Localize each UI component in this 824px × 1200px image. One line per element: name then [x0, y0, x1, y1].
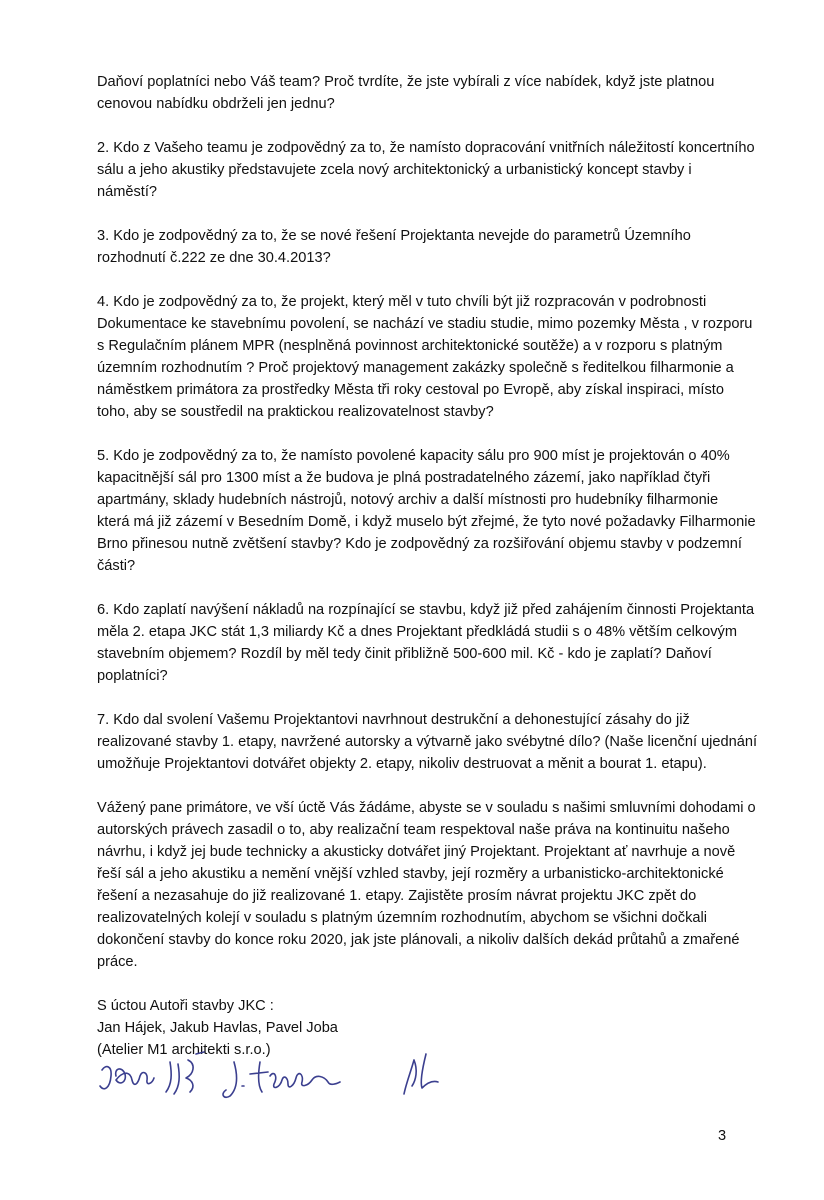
signature-3 [223, 1062, 340, 1097]
page-number: 3 [718, 1128, 727, 1144]
text-line: 3. Kdo je zodpovědný za to, že se nové řešení Projektanta nevejde do parametrů Územního [97, 228, 691, 244]
text-line: realizované stavby 1. etapy, navržené autorsky a výtvarně jako svébytné dílo? (Naše licenční ujednání [97, 734, 758, 750]
text-line: návrhu, i když jej bude technicky a akusticky dotvářet jiný Projektant. Projektant ať navrhuje a nově [97, 844, 736, 860]
text-line: s Regulačním plánem MPR (nesplněná povinnost architektonické soutěže) a v rozporu s platným [97, 338, 723, 354]
text-line: řešení a nezasahuje do již realizované 1. etapy. Zajistěte prosím návrat projektu JKC zpět do [97, 888, 697, 904]
paragraph-list [97, 71, 758, 973]
text-line: kapacitnější sál pro 1300 míst a že budova je plná postradatelného zázemí, jako například čtyři [97, 470, 711, 486]
paragraph [97, 291, 753, 423]
closing-salutation: S úctou Autoři stavby JKC : [97, 998, 274, 1014]
paragraph [97, 137, 755, 203]
text-line: části? [97, 558, 136, 574]
text-line: sálu a jeho akustiky představujete zcela nový architektonický a urbanistický koncept stavby i [97, 162, 692, 178]
text-line: 7. Kdo dal svolení Vašemu Projektantovi navrhnout destrukční a dehonestující zásahy do již [97, 712, 690, 728]
text-line: poplatníci? [97, 668, 168, 684]
text-line: Daňoví poplatníci nebo Váš team? Proč tvrdíte, že jste vybírali z více nabídek, když jste platnou [97, 74, 715, 90]
text-line: rozhodnutí č.222 ze dne 30.4.2013? [97, 250, 331, 266]
signatures-image [92, 1040, 492, 1110]
text-line: 4. Kdo je zodpovědný za to, že projekt, který měl v tuto chvíli být již rozpracován v podrobnosti [97, 294, 707, 310]
text-line: apartmány, sklady hudebních nástrojů, notový archiv a další místnosti pro hudebníky filharmonie [97, 492, 719, 508]
signature-1 [100, 1067, 154, 1089]
text-line: 2. Kdo z Vašeho teamu je zodpovědný za to, že namísto dopracování vnitřních náležitostí koncertního [97, 140, 755, 156]
text-line: územním rozhodnutím ? Proč projektový management zakázky společně s ředitelkou filharmonie a [97, 360, 734, 376]
text-line: Brno přinesou nutně zvětšení stavby? Kdo je zodpovědný za rozšiřování objemu stavby v podzemní [97, 536, 742, 552]
author-names: Jan Hájek, Jakub Havlas, Pavel Joba [97, 1020, 338, 1036]
paragraph [97, 445, 756, 577]
author-firm: (Atelier M1 architekti s.r.o.) [97, 1042, 271, 1058]
text-line: umožňuje Projektantovi dotvářet objekty 2. etapy, nikoliv destruovat a měnit a bourat 1. etapu). [97, 756, 707, 772]
paragraph [97, 599, 755, 687]
text-line: náměstkem primátora za prostředky Města tři roky cestoval po Evropě, aby získal inspiraci, místo [97, 382, 724, 398]
signature-4 [404, 1054, 438, 1094]
paragraph [97, 225, 737, 269]
paragraph [97, 797, 756, 973]
text-line: Vážený pane primátore, ve vší úctě Vás žádáme, abyste se v souladu s našimi smluvními dohodami o [97, 800, 756, 816]
text-line: 5. Kdo je zodpovědný za to, že namísto povolené kapacity sálu pro 900 míst je projektován o 40% [97, 448, 730, 464]
letter-body [97, 71, 758, 1061]
text-line: realizovatelných kolejí v souladu s platným územním rozhodnutím, abychom se všichni dočkali [97, 910, 707, 926]
text-line: stavebním objemem? Rozdíl by měl tedy činit přibližně 500-600 mil. Kč - kdo je zaplatí? Daňoví [97, 646, 712, 662]
text-line: která má již zázemí v Besedním Domě, i když muselo být zřejmé, že tyto nové požadavky Filharmonie [97, 514, 756, 530]
paragraph [97, 71, 737, 115]
text-line: 6. Kdo zaplatí navýšení nákladů na rozpínající se stavbu, když již před zahájením činnosti Projektanta [97, 602, 755, 618]
text-line: měla 2. etapa JKC stát 1,3 miliardy Kč a dnes Projektant předkládá studii s o 48% větším celkovým [97, 624, 737, 640]
paragraph [97, 709, 758, 775]
text-line: toho, aby se soustředil na praktickou realizovatelnost stavby? [97, 404, 494, 420]
text-line: náměstí? [97, 184, 158, 200]
text-line: dokončení stavby do konce roku 2020, jak jste plánovali, a nikoliv dalších dekád průtahů a zmařené [97, 932, 740, 948]
text-line: práce. [97, 954, 138, 970]
text-line: Dokumentace ke stavebnímu povolení, se nachází ve stadiu studie, mimo pozemky Města , v rozporu [97, 316, 753, 332]
text-line: autorských právech zasadil o to, aby realizační team respektoval naše práva na kontinuitu našeho [97, 822, 730, 838]
signature-2 [166, 1052, 204, 1094]
text-line: cenovou nabídku obdrželi jen jednu? [97, 96, 335, 112]
text-line: řeší sál a jeho akustiku a nemění vnější vzhled stavby, její rozměry a urbanisticko-architektonické [97, 866, 724, 882]
handwritten-signatures [92, 1040, 492, 1110]
